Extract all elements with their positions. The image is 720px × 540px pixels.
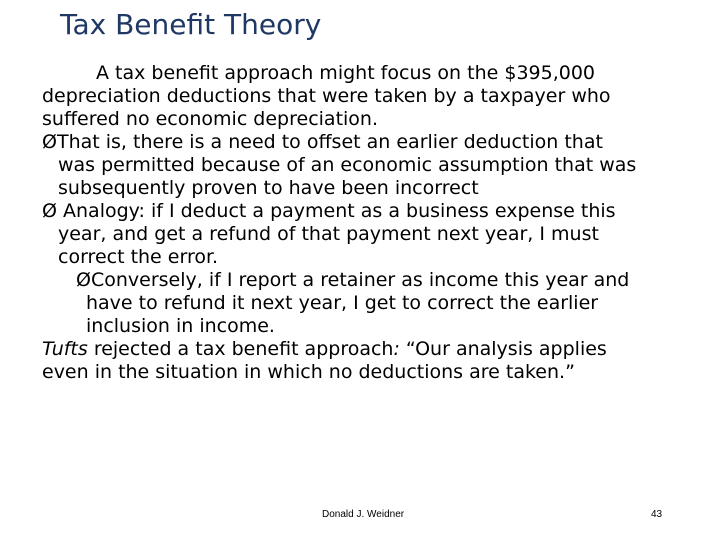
- closing-line-1: [42, 338, 682, 361]
- case-name: Tufts: [42, 338, 88, 360]
- bullet-2-line-1: [42, 200, 682, 223]
- intro-line-3: suffered no economic depreciation.: [42, 108, 379, 130]
- bullet-2-line-2: year, and get a refund of that payment next year, I must: [58, 223, 599, 245]
- subbullet-line-1: [42, 269, 682, 292]
- subbullet-text-1: Conversely, if I report a retainer as income this year and: [90, 269, 630, 291]
- bullet-2-text-1: Analogy: if I deduct a payment as a business expense this: [56, 200, 616, 222]
- closing-line-2: even in the situation in which no deductions are taken.”: [42, 361, 575, 383]
- bullet-2-line-3: correct the error.: [58, 246, 219, 268]
- slide-title: Tax Benefit Theory: [60, 8, 322, 41]
- intro-line-1: A tax benefit approach might focus on the $395,000: [96, 62, 596, 84]
- bullet-1-line-3: subsequently proven to have been incorrect: [58, 177, 479, 199]
- arrow-bullet-icon: Ø: [42, 131, 57, 153]
- bullet-1-text-1: That is, there is a need to offset an earlier deduction that: [56, 131, 603, 153]
- page-number: 43: [651, 509, 663, 520]
- subbullet-line-2: have to refund it next year, I get to correct the earlier: [86, 292, 599, 314]
- bullet-1-line-1: [42, 131, 682, 154]
- footer-author: Donald J. Weidner: [322, 509, 405, 520]
- closing-quote-start: “Our analysis applies: [399, 338, 607, 360]
- slide-body: [42, 62, 682, 384]
- arrow-bullet-icon: Ø: [42, 200, 57, 222]
- closing-text-1: rejected a tax benefit approach: [87, 338, 394, 360]
- arrow-bullet-icon: Ø: [76, 269, 91, 291]
- intro-line-2: depreciation deductions that were taken by a taxpayer who: [42, 85, 611, 107]
- subbullet-line-3: inclusion in income.: [86, 315, 275, 337]
- bullet-1-line-2: was permitted because of an economic assumption that was: [58, 154, 637, 176]
- closing-colon: :: [393, 338, 400, 360]
